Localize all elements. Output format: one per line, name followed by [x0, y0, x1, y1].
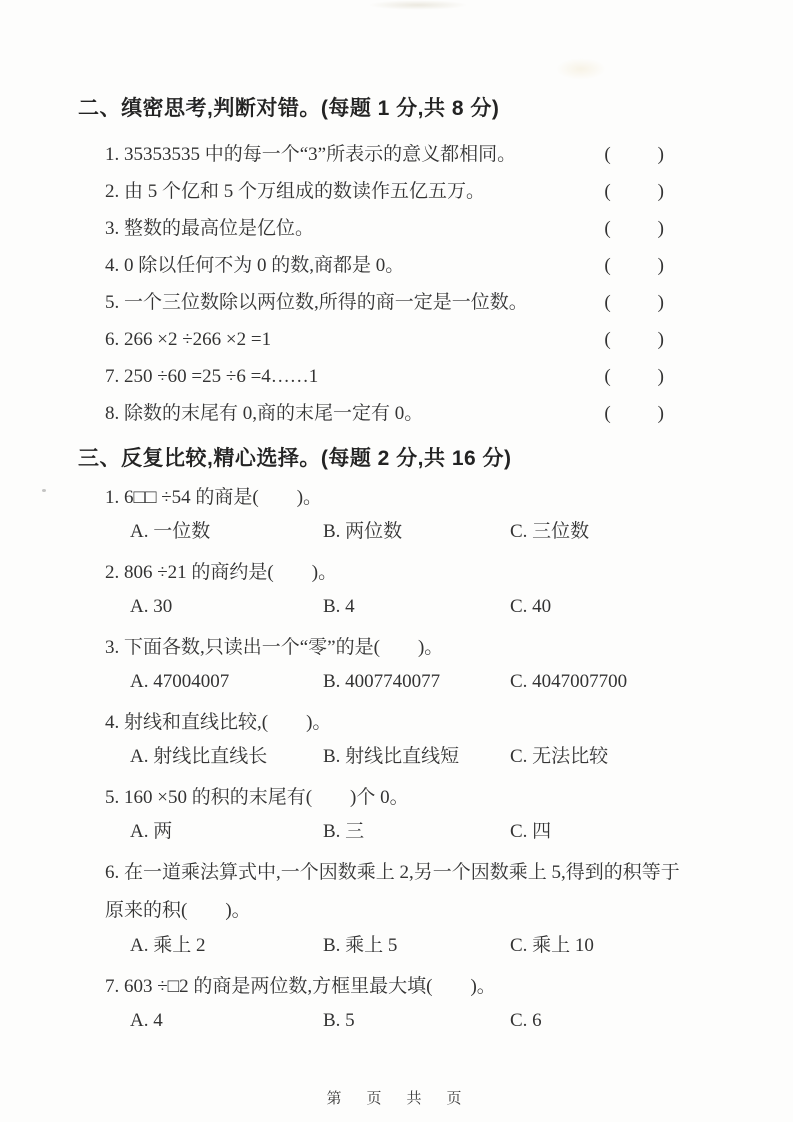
mc-options-row — [130, 520, 694, 544]
mc-option-c: C. 四 — [510, 821, 552, 842]
tf-question-5 — [105, 291, 665, 315]
mc-option-a: A. 乘上 2 — [130, 935, 206, 956]
answer-brackets: ( ) — [604, 218, 665, 239]
mc-question-block-5 — [78, 785, 694, 844]
tf-question-7 — [105, 365, 665, 389]
mc-options-row — [130, 670, 694, 694]
mc-option-b: B. 射线比直线短 — [323, 746, 460, 767]
answer-brackets: ( ) — [604, 329, 665, 350]
tf-question-text: 8. 除数的末尾有 0,商的末尾一定有 0。 — [105, 403, 424, 424]
tf-question-text: 5. 一个三位数除以两位数,所得的商一定是一位数。 — [105, 292, 528, 313]
mc-option-b: B. 5 — [323, 1010, 355, 1031]
mc-question-block-2 — [78, 560, 694, 619]
mc-option-c: C. 6 — [510, 1010, 542, 1031]
mc-option-c: C. 无法比较 — [510, 746, 609, 767]
mc-question-text: 5. 160 ×50 的积的末尾有( )个 0。 — [105, 787, 409, 808]
mc-option-a: A. 30 — [130, 596, 173, 617]
tf-question-text: 2. 由 5 个亿和 5 个万组成的数读作五亿五万。 — [105, 181, 486, 202]
tf-question-8 — [105, 402, 665, 426]
mc-options-row — [130, 595, 694, 619]
tf-question-1 — [105, 143, 665, 167]
section-two-title: 二、缜密思考,判断对错。(每题 1 分,共 8 分) — [78, 97, 500, 120]
answer-brackets: ( ) — [604, 403, 665, 424]
mc-question-text: 2. 806 ÷21 的商约是( )。 — [105, 562, 338, 583]
tf-question-text: 4. 0 除以任何不为 0 的数,商都是 0。 — [105, 255, 405, 276]
mc-question-block-3 — [78, 635, 694, 694]
mc-question-block-7 — [78, 974, 694, 1033]
tf-question-4 — [105, 254, 665, 278]
mc-question-text: 4. 射线和直线比较,( )。 — [105, 712, 332, 733]
scan-artifact-speck — [42, 489, 46, 492]
mc-options-row — [130, 745, 694, 769]
mc-option-b: B. 4007740077 — [323, 671, 441, 692]
mc-option-b: B. 4 — [323, 596, 355, 617]
mc-question-text: 6. 在一道乘法算式中,一个因数乘上 2,另一个因数乘上 5,得到的积等于原来的积( )。 — [105, 862, 680, 921]
answer-brackets: ( ) — [604, 366, 665, 387]
mc-option-b: B. 三 — [323, 821, 365, 842]
section-multiple-choice — [78, 446, 694, 1033]
mc-question-text: 1. 6□□ ÷54 的商是( )。 — [105, 487, 323, 508]
mc-option-a: A. 一位数 — [130, 521, 211, 542]
mc-option-b: B. 乘上 5 — [323, 935, 398, 956]
answer-brackets: ( ) — [604, 144, 665, 165]
mc-option-c: C. 4047007700 — [510, 671, 628, 692]
mc-option-c: C. 三位数 — [510, 521, 590, 542]
mc-question-text: 7. 603 ÷□2 的商是两位数,方框里最大填( )。 — [105, 976, 496, 997]
mc-options-row — [130, 934, 694, 958]
tf-question-text: 3. 整数的最高位是亿位。 — [105, 218, 315, 239]
mc-options-row — [130, 1009, 694, 1033]
mc-option-c: C. 40 — [510, 596, 552, 617]
tf-question-text: 1. 35353535 中的每一个“3”所表示的意义都相同。 — [105, 144, 517, 165]
scan-artifact-smudge — [556, 58, 606, 80]
mc-option-a: A. 47004007 — [130, 671, 230, 692]
mc-option-a: A. 射线比直线长 — [130, 746, 268, 767]
section-true-false — [78, 96, 694, 426]
mc-question-block-6 — [78, 854, 694, 958]
section-three-title: 三、反复比较,精心选择。(每题 2 分,共 16 分) — [78, 447, 512, 470]
mc-options-row — [130, 820, 694, 844]
mc-option-b: B. 两位数 — [323, 521, 403, 542]
mc-option-a: A. 两 — [130, 821, 173, 842]
paper-content — [78, 96, 694, 1049]
mc-option-a: A. 4 — [130, 1010, 163, 1031]
mc-option-c: C. 乘上 10 — [510, 935, 594, 956]
tf-question-2 — [105, 180, 665, 204]
scan-artifact-smudge — [368, 0, 468, 10]
tf-question-text: 6. 266 ×2 ÷266 ×2 =1 — [105, 329, 272, 350]
mc-question-block-4 — [78, 710, 694, 769]
answer-brackets: ( ) — [604, 292, 665, 313]
mc-question-block-1 — [78, 485, 694, 544]
tf-question-text: 7. 250 ÷60 =25 ÷6 =4……1 — [105, 366, 319, 387]
mc-question-text: 3. 下面各数,只读出一个“零”的是( )。 — [105, 637, 444, 658]
page-footer: 第 页 共 页 — [326, 1090, 467, 1107]
tf-question-6 — [105, 328, 665, 352]
answer-brackets: ( ) — [604, 255, 665, 276]
tf-question-3 — [105, 217, 665, 241]
answer-brackets: ( ) — [604, 181, 665, 202]
